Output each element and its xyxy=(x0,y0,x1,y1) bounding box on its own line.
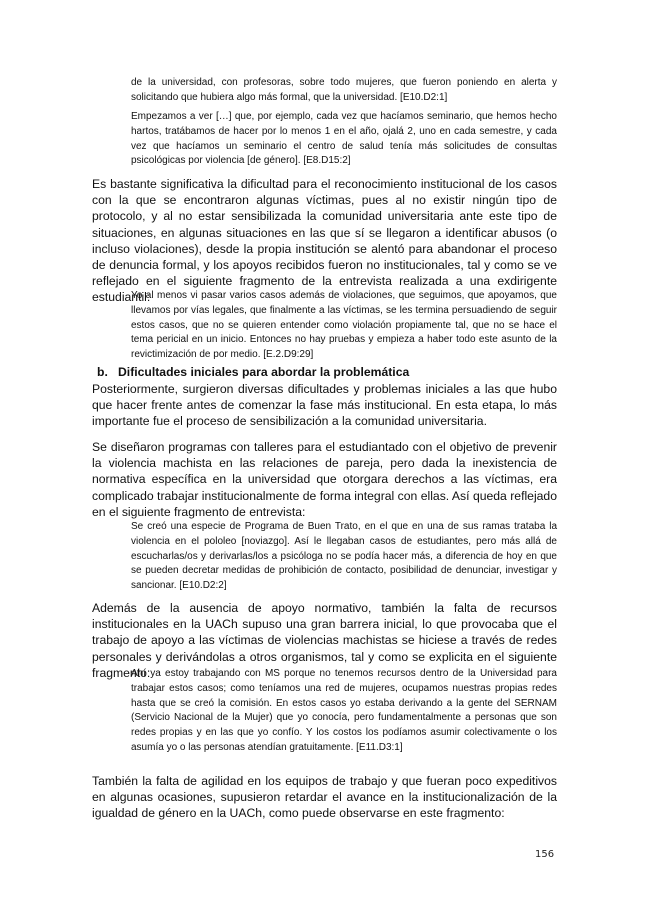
body-paragraph-2: Posteriormente, surgieron diversas dificultades y problemas iniciales a las que hubo que hacer frente antes de comenzar la fase más institucional. En esta etapa, lo más importante fue el proceso de sensibilización a la comunidad universitaria. xyxy=(92,382,557,429)
section-heading-letter: b. xyxy=(97,365,108,379)
quote-block-3: Yo al menos vi pasar varios casos además de violaciones, que seguimos, que apoyamos, que llevamos por vías legales, que finalmente a las víctimas, se les termina persuadiendo de seguir estos casos, que no se quieren entender como violación propiamente tal, que no se hace el tema pericial en un inicio. Entonces no hay pruebas y empieza a haber todo este asunto de la revictimización de por medio. [E.2.D9:29] xyxy=(131,290,557,361)
quote-block-5: Ahí ya estoy trabajando con MS porque no tenemos recursos dentro de la Universidad para trabajar estos casos; como teníamos una red de mujeres, ocupamos nuestras propias redes hasta que se creó la comisión. En estos casos yo estaba derivando a la gente del SERNAM (Servicio Nacional de la Mujer) que yo conocía, pero fundamentalmente a personas que son redes propias y en las que yo confío. Y los costos los podíamos asumir colectivamente o los asumía yo o las personas atendían gratuitamente. [E11.D3:1] xyxy=(131,668,557,753)
page-number: 156 xyxy=(535,849,555,860)
section-heading xyxy=(97,364,409,380)
quote-block-1: de la universidad, con profesoras, sobre todo mujeres, que fueron poniendo en alerta y solicitando que hubiera algo más formal, que la universidad. [E10.D2:1] xyxy=(131,77,557,103)
section-heading-text: Dificultades iniciales para abordar la problemática xyxy=(118,365,410,379)
quote-block-2: Empezamos a ver […] que, por ejemplo, cada vez que hacíamos seminario, que hemos hecho hartos, tratábamos de hacer por lo menos 1 en el año, ojalá 2, uno en cada semestre, y cada vez que hacíamos un seminario el centro de salud tenía más solicitudes de consultas psicológicas por violencia [de género]. [E8.D15:2] xyxy=(131,111,557,167)
quote-block-4: Se creó una especie de Programa de Buen Trato, en el que en una de sus ramas trataba la violencia en el pololeo [noviazgo]. Así le llegaban casos de estudiantes, pero más allá de escucharlas/os y derivarlas/los a psicóloga no se podía hacer más, a diferencia de hoy en que se pueden decretar medidas de prohibición de contacto, posibilidad de denunciar, investigar y sancionar. [E10.D2:2] xyxy=(131,521,557,592)
body-paragraph-5: También la falta de agilidad en los equipos de trabajo y que fueran poco expeditivos en algunas ocasiones, supusieron retardar el avance en la institucionalización de la igualdad de género en la UACh, como puede observarse en este fragmento: xyxy=(92,774,557,821)
body-paragraph-4: Además de la ausencia de apoyo normativo, también la falta de recursos institucionales en la UACh supuso una gran barrera inicial, lo que provocaba que el trabajo de apoyo a las víctimas de violencias machistas se hiciese a través de redes personales y derivándolas a otros organismos, tal y como se explicita en el siguiente fragmento: xyxy=(92,601,557,680)
body-paragraph-1: Es bastante significativa la dificultad para el reconocimiento institucional de los casos con la que se encontraron algunas víctimas, pues al no existir ningún tipo de protocolo, y al no estar sensibilizada la comunidad universitaria ante este tipo de situaciones, en algunas situaciones en las que sí se llegaron a identificar abusos (o incluso violaciones), desde la propia institución se alentó para abandonar el proceso de denuncia formal, y los apoyos recibidos fueron no institucionales, tal y como se ve reflejado en el siguiente fragmento de la entrevista realizada a una exdirigente estudiantil: xyxy=(92,177,557,305)
body-paragraph-3: Se diseñaron programas con talleres para el estudiantado con el objetivo de prevenir la violencia machista en las relaciones de pareja, pero dada la inexistencia de normativa específica en la universidad que otorgara derechos a las víctimas, era complicado trabajar institucionalmente de forma integral con ellas. Así queda reflejado en el siguiente fragmento de entrevista: xyxy=(92,440,557,519)
